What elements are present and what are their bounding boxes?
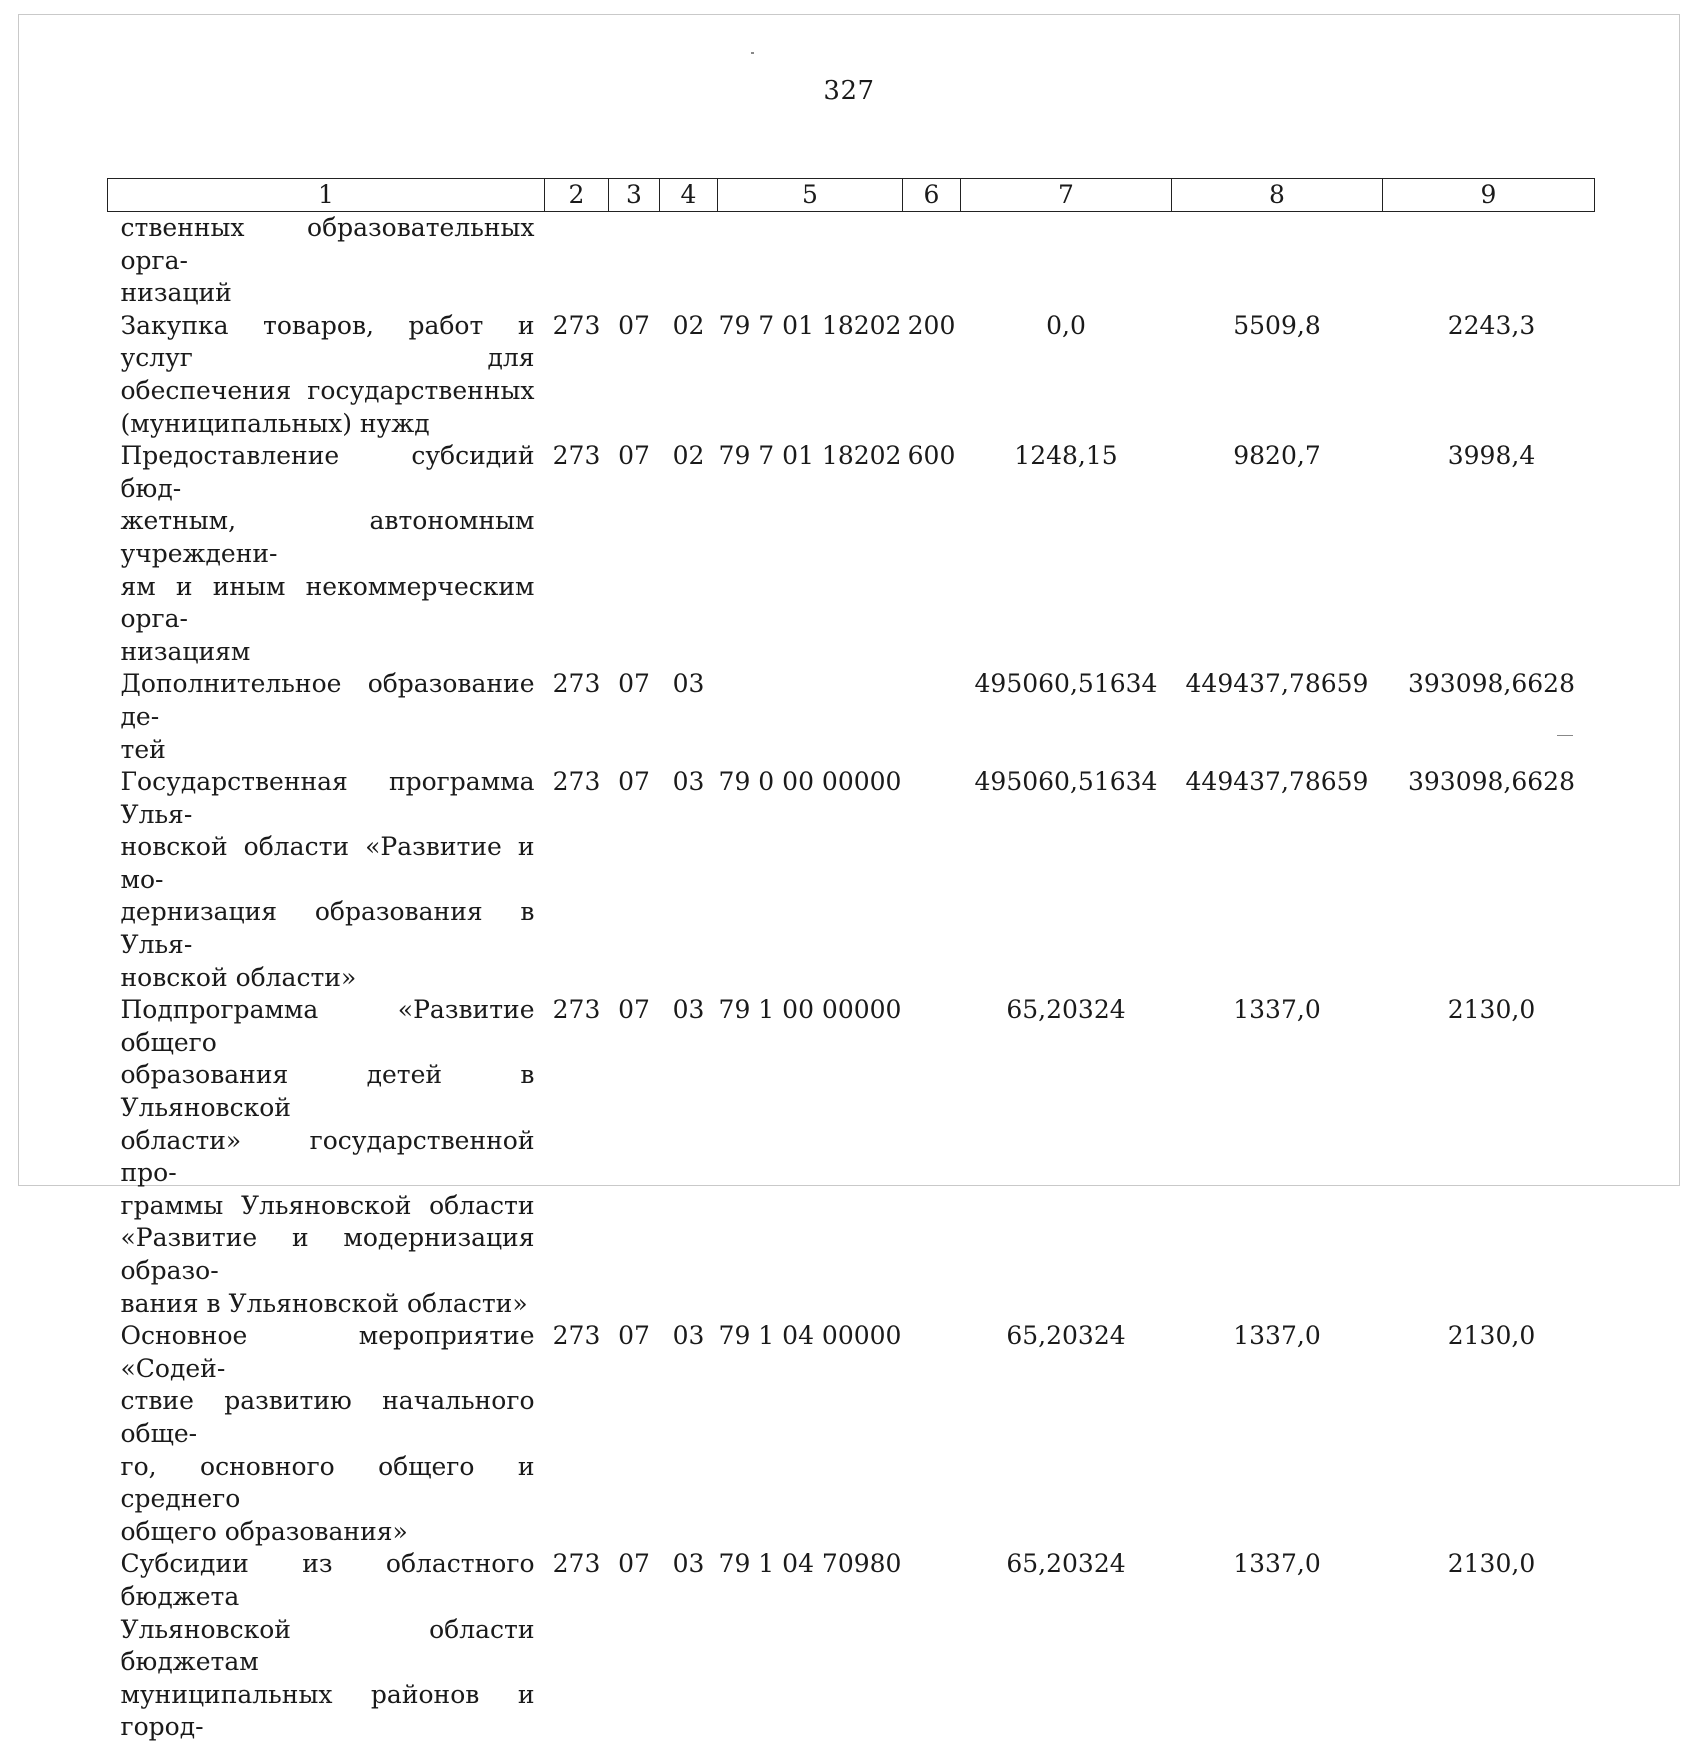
row-name-line: Подпрограмма «Развитие общего: [120, 995, 535, 1057]
cell-col6: 600: [907, 441, 956, 471]
table-row: [108, 440, 1595, 668]
cell-col8: 1337,0: [1233, 995, 1321, 1025]
column-header: 2: [545, 179, 609, 212]
cell-col5: 79 7 01 18202: [718, 441, 902, 471]
row-name-line: граммы Ульяновской области: [120, 1190, 535, 1220]
cell-col9: 2130,0: [1447, 1549, 1536, 1579]
cell-col2: 273: [552, 1321, 601, 1351]
cell-col5: [718, 212, 903, 310]
row-name-line: дернизация образования в Улья-: [120, 897, 535, 960]
row-name-line: муниципальных районов и город-: [120, 1679, 535, 1742]
cell-col3: 07: [618, 310, 650, 340]
cell-col7: 495060,51634: [974, 669, 1158, 699]
table-row: [108, 310, 1595, 440]
cell-col3: [609, 212, 660, 310]
cell-col4: 03: [672, 767, 705, 797]
row-name: [108, 1320, 545, 1548]
cell-col9: 393098,6628: [1407, 767, 1575, 797]
row-name: [108, 212, 545, 310]
cell-col6: [903, 1320, 961, 1548]
cell-col2: 273: [552, 995, 601, 1025]
cell-col7: 1248,15: [1014, 441, 1118, 471]
cell-col5: 79 1 04 70980: [718, 1549, 902, 1579]
row-name-line: «Развитие и модернизация образо-: [120, 1223, 535, 1285]
cell-col2: 273: [552, 767, 601, 797]
cell-col7: 65,20324: [1006, 995, 1126, 1025]
cell-col7: [961, 212, 1172, 310]
row-name-line: низациям: [120, 636, 251, 666]
cell-col7: 495060,51634: [974, 767, 1158, 797]
row-name: [108, 310, 545, 440]
row-name-line: Закупка товаров, работ и услуг для: [120, 310, 535, 373]
row-name-line: общего образования»: [120, 1516, 408, 1546]
column-header: 7: [961, 179, 1172, 212]
cell-col4: 03: [672, 669, 705, 699]
cell-col2: 273: [552, 1549, 601, 1579]
row-name-line: ственных образовательных орга-: [120, 213, 535, 275]
cell-col9: [1383, 212, 1595, 310]
column-header: 6: [903, 179, 961, 212]
cell-col7: 65,20324: [1006, 1321, 1126, 1351]
column-header: 4: [660, 179, 718, 212]
cell-col9: 3998,4: [1447, 441, 1536, 471]
row-name-line: тей: [120, 734, 166, 764]
table-row: [108, 212, 1595, 310]
row-name-line: новской области «Развитие и мо-: [120, 832, 535, 894]
budget-table: [107, 178, 1595, 1744]
cell-col4: [660, 212, 718, 310]
page-number: 327: [823, 76, 875, 106]
row-name: [108, 1548, 545, 1744]
row-name-line: Субсидии из областного бюджета: [120, 1549, 535, 1611]
cell-col6: [903, 1548, 961, 1744]
row-name-line: ствие развитию начального обще-: [120, 1386, 535, 1448]
table-row: [108, 1320, 1595, 1548]
table-row: [108, 994, 1595, 1320]
cell-col8: 1337,0: [1233, 1549, 1321, 1579]
column-header: 8: [1172, 179, 1383, 212]
table-row: [108, 766, 1595, 994]
cell-col2: 273: [552, 669, 601, 699]
cell-col9: 393098,6628: [1407, 669, 1575, 699]
cell-col4: 02: [672, 441, 705, 471]
row-name-line: обеспечения государственных: [120, 375, 535, 405]
cell-col7: 65,20324: [1006, 1549, 1126, 1579]
cell-col4: 02: [672, 310, 705, 340]
cell-col6: [903, 212, 961, 310]
cell-col8: 449437,78659: [1185, 767, 1369, 797]
row-name: [108, 440, 545, 668]
scan-speck: [1557, 735, 1573, 736]
column-header: 1: [108, 179, 545, 212]
cell-col3: 07: [618, 441, 650, 471]
column-header: 3: [609, 179, 660, 212]
cell-col4: 03: [672, 1549, 705, 1579]
cell-col8: 449437,78659: [1185, 669, 1369, 699]
row-name: [108, 766, 545, 994]
cell-col3: 07: [618, 669, 650, 699]
cell-col9: 2243,3: [1447, 310, 1536, 340]
cell-col2: [545, 212, 609, 310]
cell-col8: 1337,0: [1233, 1321, 1321, 1351]
row-name-line: вания в Ульяновской области»: [120, 1288, 528, 1318]
row-name-line: ям и иным некоммерческим орга-: [120, 571, 535, 634]
row-name-line: Государственная программа Улья-: [120, 767, 535, 829]
cell-col8: 5509,8: [1233, 310, 1321, 340]
column-header: 9: [1383, 179, 1595, 212]
cell-col8: [1172, 212, 1383, 310]
row-name-line: Ульяновской области бюджетам: [120, 1614, 535, 1677]
row-name-line: го, основного общего и среднего: [120, 1451, 535, 1514]
cell-col3: 07: [618, 1549, 650, 1579]
cell-col9: 2130,0: [1447, 995, 1536, 1025]
row-name-line: Предоставление субсидий бюд-: [120, 441, 535, 503]
cell-col5: 79 0 00 00000: [718, 767, 902, 797]
row-name-line: образования детей в Ульяновской: [120, 1060, 535, 1123]
row-name-line: низаций: [120, 278, 232, 308]
cell-col3: 07: [618, 767, 650, 797]
cell-col2: 273: [552, 441, 601, 471]
cell-col6: [903, 668, 961, 766]
cell-col5: 79 1 04 00000: [718, 1321, 902, 1351]
cell-col9: 2130,0: [1447, 1321, 1536, 1351]
scan-speck: [751, 52, 754, 54]
cell-col3: 07: [618, 995, 650, 1025]
cell-col5: 79 7 01 18202: [718, 310, 902, 340]
cell-col6: 200: [907, 310, 956, 340]
row-name-line: Дополнительное образование де-: [120, 669, 535, 731]
cell-col7: 0,0: [1046, 310, 1086, 340]
cell-col6: [903, 766, 961, 994]
cell-col5: [718, 668, 903, 766]
row-name: [108, 994, 545, 1320]
row-name-line: Основное мероприятие «Содей-: [120, 1321, 535, 1383]
column-header: 5: [718, 179, 903, 212]
row-name-line: (муниципальных) нужд: [120, 408, 430, 438]
cell-col2: 273: [552, 310, 601, 340]
cell-col4: 03: [672, 1321, 705, 1351]
row-name-line: жетным, автономным учреждени-: [120, 506, 535, 568]
table-row: [108, 1548, 1595, 1744]
cell-col8: 9820,7: [1233, 441, 1321, 471]
table-row: [108, 668, 1595, 766]
cell-col3: 07: [618, 1321, 650, 1351]
cell-col5: 79 1 00 00000: [718, 995, 902, 1025]
cell-col6: [903, 994, 961, 1320]
row-name-line: новской области»: [120, 962, 357, 992]
row-name: [108, 668, 545, 766]
row-name-line: области» государственной про-: [120, 1125, 535, 1188]
cell-col4: 03: [672, 995, 705, 1025]
header-row: [108, 179, 1595, 212]
